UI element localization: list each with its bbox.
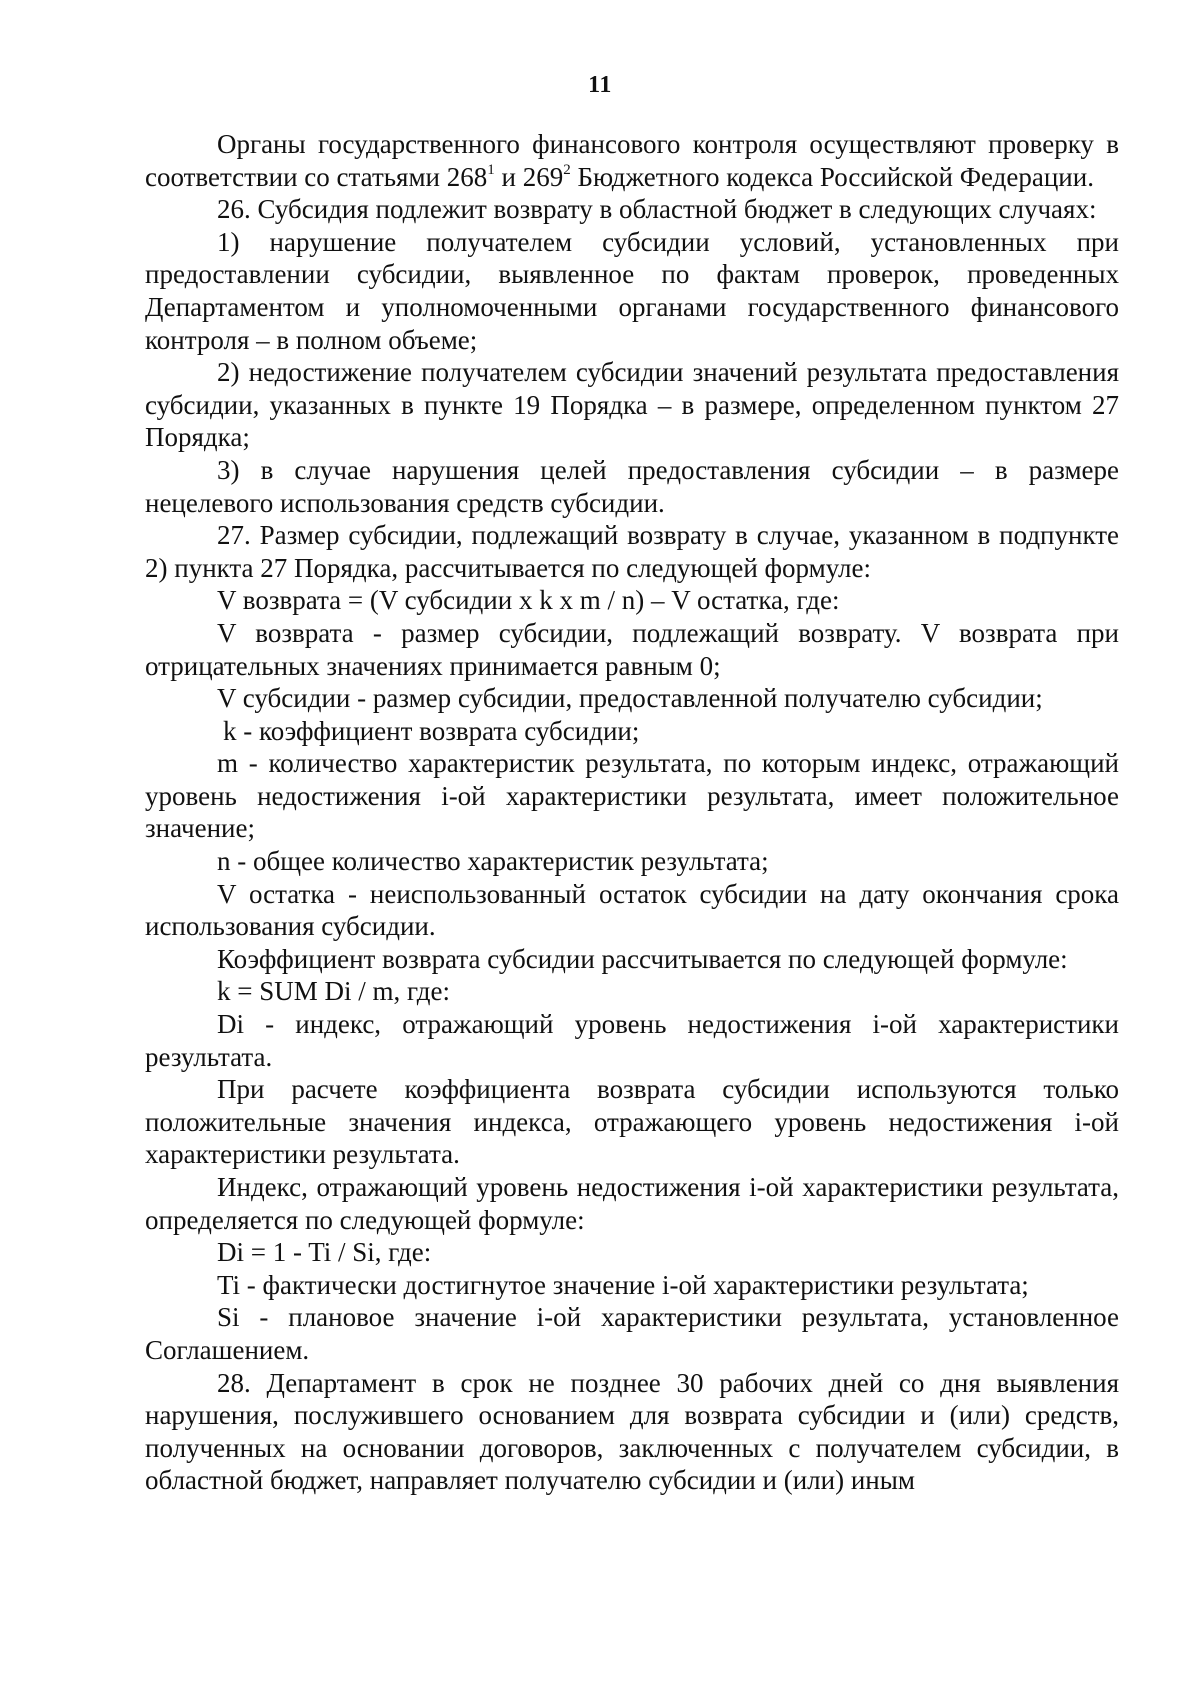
- superscript: 2: [563, 161, 571, 178]
- definition-si: Si - плановое значение i-ой характеристики результата, установленное Соглашением.: [145, 1302, 1119, 1365]
- definition-v-subsidy: V субсидии - размер субсидии, предоставленной получателю субсидии;: [217, 683, 1043, 714]
- definition-ti: Ti - фактически достигнутое значение i-ой характеристики результата;: [217, 1269, 1029, 1300]
- index-intro: Индекс, отражающий уровень недостижения i-ой характеристики результата, определяется по следующей формуле:: [145, 1172, 1119, 1235]
- definition-n: n - общее количество характеристик результата;: [217, 846, 769, 877]
- paragraph-26-item-1: 1) нарушение получателем субсидии условий, установленных при предоставлении субсидии, выявленное по фактам проверок, проведенных Департаментом и уполномоченными органами государственного финансового контроля – в полном объеме;: [145, 226, 1119, 355]
- document-body: [145, 128, 1119, 1497]
- formula-v-return: V возврата = (V субсидии x k x m / n) – V остатка, где:: [217, 585, 840, 616]
- formula-k: k = SUM Di / m, где:: [217, 976, 450, 1007]
- page-number: 11: [588, 72, 612, 98]
- definition-v-remainder: V остатка - неиспользованный остаток субсидии на дату окончания срока использования субсидии.: [145, 878, 1119, 942]
- superscript: 1: [487, 161, 495, 178]
- paragraph-27: 27. Размер субсидии, подлежащий возврату в случае, указанном в подпункте 2) пункта 27 Порядка, рассчитывается по следующей формуле:: [145, 520, 1119, 583]
- paragraph-positive-values: При расчете коэффициента возврата субсидии используются только положительные значения индекса, отражающего уровень недостижения i-ой характеристики результата.: [145, 1074, 1119, 1170]
- definition-v-return: V возврата - размер субсидии, подлежащий возврату. V возврата при отрицательных значениях принимается равным 0;: [145, 617, 1119, 681]
- coefficient-intro: Коэффициент возврата субсидии рассчитывается по следующей формуле:: [217, 943, 1068, 974]
- definition-k: k - коэффициент возврата субсидии;: [223, 715, 640, 746]
- paragraph-28: 28. Департамент в срок не позднее 30 рабочих дней со дня выявления нарушения, послужившего основанием для возврата субсидии и (или) средств, полученных на основании договоров, заключенных с получателем субсидии, в областной бюджет, направляет получателю субсидии и (или) иным: [145, 1367, 1119, 1496]
- paragraph-26-item-3: 3) в случае нарушения целей предоставления субсидии – в размере нецелевого использования средств субсидии.: [145, 454, 1119, 518]
- paragraph-audit-reference: Органы государственного финансового контроля осуществляют проверку в соответствии со статьями $268^1$ и $269^2$ Бюджетного кодекса Российской Федерации.: [145, 129, 1119, 192]
- formula-di: Di = 1 - Ti / Si, где:: [217, 1237, 432, 1268]
- definition-di: Di - индекс, отражающий уровень недостижения i-ой характеристики результата.: [145, 1009, 1119, 1072]
- paragraph-26: 26. Субсидия подлежит возврату в областной бюджет в следующих случаях:: [217, 194, 1097, 225]
- definition-m: m - количество характеристик результата, по которым индекс, отражающий уровень недостижения i-ой характеристики результата, имеет положительное значение;: [145, 748, 1119, 844]
- paragraph-26-item-2: 2) недостижение получателем субсидии значений результата предоставления субсидии, указанных в пункте 19 Порядка – в размере, определенном пунктом 27 Порядка;: [145, 357, 1119, 453]
